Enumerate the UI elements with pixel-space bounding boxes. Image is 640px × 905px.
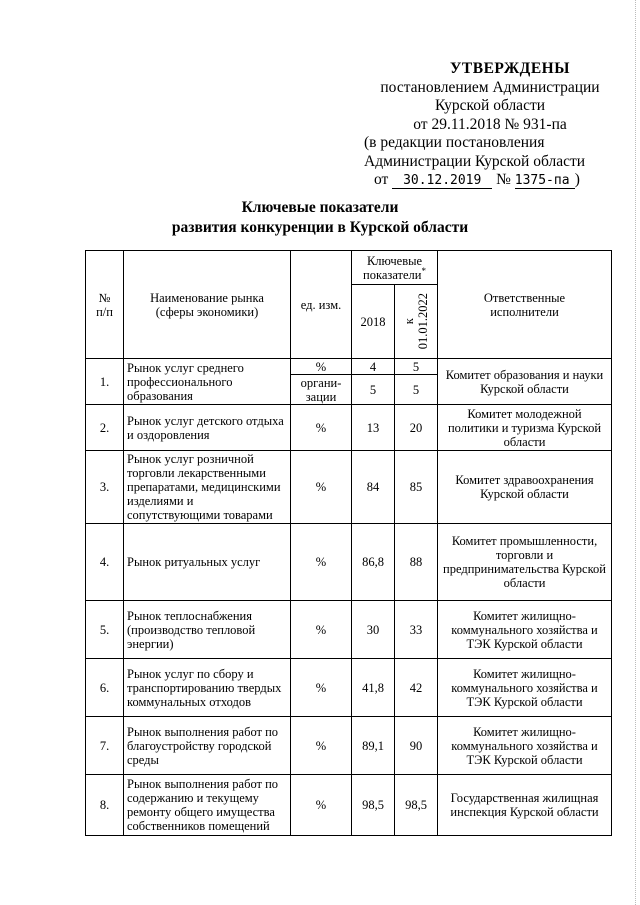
row-market: Рынок услуг по сбору и транспортированию твердых коммунальных отходов	[124, 659, 291, 717]
table-row	[86, 601, 612, 659]
row-responsible: Комитет жилищно-коммунального хозяйства и ТЭК Курской области	[438, 659, 612, 717]
row-value-2022: 33	[395, 601, 438, 659]
row-responsible: Комитет жилищно-коммунального хозяйства и ТЭК Курской области	[438, 601, 612, 659]
row-market: Рынок выполнения работ по благоустройству городской среды	[124, 717, 291, 775]
row-value-2018: 84	[352, 451, 395, 524]
table-row	[86, 659, 612, 717]
row-unit: %	[291, 717, 352, 775]
header-market: Наименование рынка (сферы экономики)	[124, 251, 291, 359]
row-value-2018: 98,5	[352, 775, 395, 836]
row-value-2018: 13	[352, 405, 395, 451]
row-unit: %	[291, 451, 352, 524]
header-num: № п/п	[86, 251, 124, 359]
row-value-2018: 86,8	[352, 524, 395, 601]
row-market: Рынок услуг розничной торговли лекарственными препаратами, медицинскими изделиями и сопутствующими товарами	[124, 451, 291, 524]
header-responsible: Ответственные исполнители	[438, 251, 612, 359]
document-heading	[0, 198, 640, 238]
row-value-2018: 41,8	[352, 659, 395, 717]
header-indicators-mark: *	[421, 265, 426, 276]
row-responsible: Комитет здравоохранения Курской области	[438, 451, 612, 524]
row-num: 8.	[86, 775, 124, 836]
approval-line-3: от 29.11.2018 № 931-па	[413, 115, 567, 133]
header-indicators-label: Ключевые показатели	[363, 253, 423, 282]
row-unit-alt: органи- зации	[291, 375, 352, 405]
row-value-2022: 5	[395, 359, 438, 375]
row-unit: %	[291, 359, 352, 375]
row-value-2018: 89,1	[352, 717, 395, 775]
row-responsible: Комитет жилищно-коммунального хозяйства и ТЭК Курской области	[438, 717, 612, 775]
approval-number-sign: №	[496, 171, 511, 188]
header-indicators	[352, 251, 438, 285]
approval-line-4: (в редакции постановления	[364, 134, 545, 151]
row-market: Рынок выполнения работ по содержанию и текущему ремонту общего имущества собственников помещений	[124, 775, 291, 836]
approval-edit-number: 1375-па	[515, 173, 575, 189]
row-unit: %	[291, 659, 352, 717]
header-target-2022	[395, 285, 438, 359]
row-market: Рынок теплоснабжения (производство тепловой энергии)	[124, 601, 291, 659]
table-row	[86, 451, 612, 524]
row-value-2022: 88	[395, 524, 438, 601]
row-num: 3.	[86, 451, 124, 524]
approval-close-paren: )	[574, 171, 580, 188]
approval-from-prefix: от	[374, 171, 389, 188]
table-row	[86, 359, 612, 375]
approval-title: УТВЕРЖДЕНЫ	[450, 60, 570, 77]
row-unit: %	[291, 405, 352, 451]
row-responsible: Комитет молодежной политики и туризма Курской области	[438, 405, 612, 451]
row-num: 5.	[86, 601, 124, 659]
row-value-2022: 20	[395, 405, 438, 451]
row-unit: %	[291, 524, 352, 601]
row-value-2018: 30	[352, 601, 395, 659]
row-value-2022: 90	[395, 717, 438, 775]
row-num: 4.	[86, 524, 124, 601]
row-num: 6.	[86, 659, 124, 717]
approval-block	[360, 60, 620, 190]
approval-edit-date: 30.12.2019	[392, 173, 492, 189]
row-market: Рынок услуг детского отдыха и оздоровления	[124, 405, 291, 451]
row-num: 7.	[86, 717, 124, 775]
row-value-2022-alt: 5	[395, 375, 438, 405]
header-year-2018: 2018	[352, 285, 395, 359]
row-value-2018: 4	[352, 359, 395, 375]
row-unit: %	[291, 601, 352, 659]
row-value-2022: 85	[395, 451, 438, 524]
table-row	[86, 405, 612, 451]
row-num: 1.	[86, 359, 124, 405]
row-value-2018-alt: 5	[352, 375, 395, 405]
approval-line-5: Администрации Курской области	[364, 152, 586, 170]
row-value-2022: 98,5	[395, 775, 438, 836]
approval-line-1: постановлением Администрации	[380, 78, 600, 96]
table-row	[86, 775, 612, 836]
approval-edit-line	[360, 171, 620, 190]
heading-line-1: Ключевые показатели	[241, 199, 399, 216]
row-num: 2.	[86, 405, 124, 451]
row-value-2022: 42	[395, 659, 438, 717]
row-market: Рынок услуг среднего профессионального образования	[124, 359, 291, 405]
row-responsible: Государственная жилищная инспекция Курской области	[438, 775, 612, 836]
row-responsible: Комитет промышленности, торговли и предпринимательства Курской области	[438, 524, 612, 601]
header-target-label: к 01.01.2022	[402, 293, 430, 350]
table-row	[86, 717, 612, 775]
row-responsible: Комитет образования и науки Курской области	[438, 359, 612, 405]
approval-line-2: Курской области	[434, 97, 546, 114]
indicators-table	[85, 250, 612, 836]
row-unit: %	[291, 775, 352, 836]
table-row	[86, 524, 612, 601]
scan-edge-divider	[635, 0, 638, 905]
row-market: Рынок ритуальных услуг	[124, 524, 291, 601]
table-header-row-1	[86, 251, 612, 285]
header-unit: ед. изм.	[291, 251, 352, 359]
heading-line-2: развития конкуренции в Курской области	[171, 219, 469, 236]
